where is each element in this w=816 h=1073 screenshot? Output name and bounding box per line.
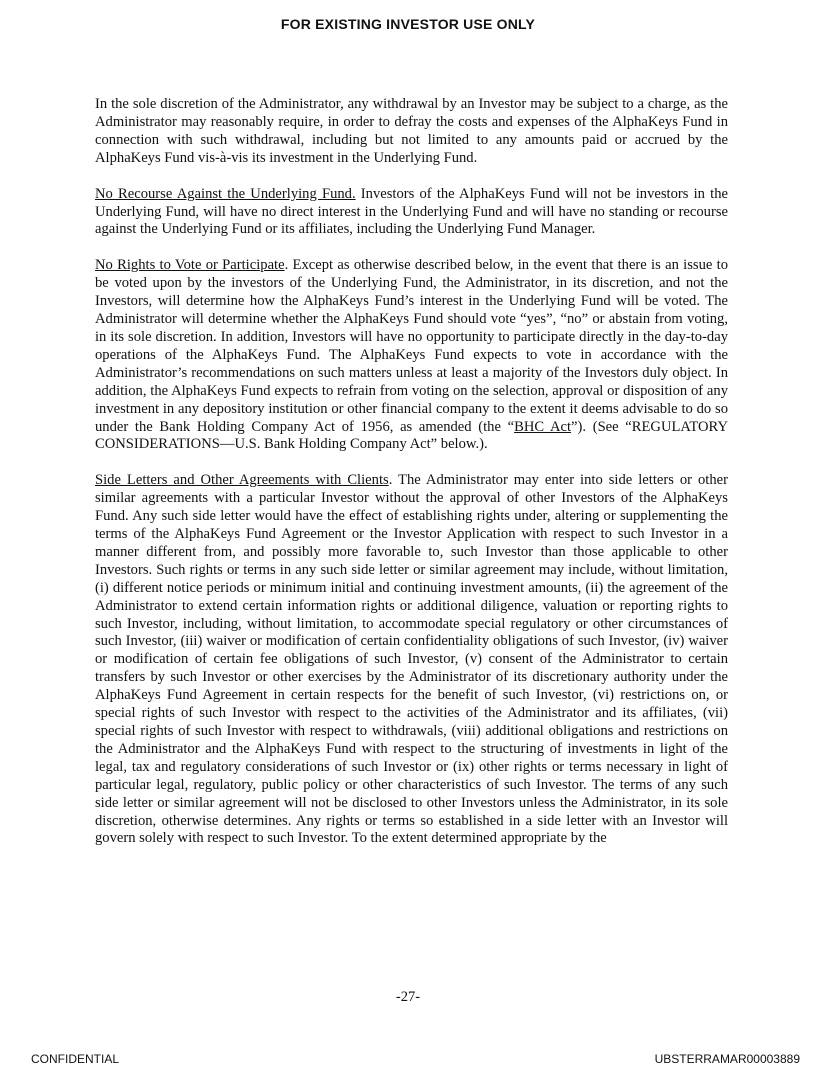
paragraph-no-rights-to-vote: [95, 257, 728, 454]
footer-bates-number: UBSTERRAMAR00003889: [654, 1052, 800, 1066]
paragraph-no-recourse: [95, 186, 728, 240]
paragraph-text: In the sole discretion of the Administrator, any withdrawal by an Investor may be subject to a charge, as the Administrator may reasonably require, in order to defray the costs and expenses of the AlphaKeys Fund in connection with such withdrawal, including but not limited to any amounts paid or accrued by the AlphaKeys Fund vis-à-vis its investment in the Underlying Fund.: [95, 96, 728, 166]
paragraph-text: . Except as otherwise described below, in the event that there is an issue to be voted upon by the investors of the Underlying Fund, the Administrator, in its discretion, and not the Investors, will determine how the AlphaKeys Fund’s interest in the Underlying Fund will be voted. The Administrator will determine whether the AlphaKeys Fund should vote “yes”, “no” or abstain from voting, in its sole discretion. In addition, Investors will have no opportunity to participate directly in the day-to-day operations of the AlphaKeys Fund. The AlphaKeys Fund expects to vote in accordance with the Administrator’s recommendations on such matters unless at least a majority of the Investors duly object. In addition, the AlphaKeys Fund expects to refrain from voting on the selection, approval or disposition of any investment in any depository institution or other financial company to the extent it deems advisable to do so under the Bank Holding Company Act of 1956, as amended (the “: [95, 257, 728, 435]
section-heading-no-rights-to-vote: No Rights to Vote or Participate: [95, 257, 285, 274]
confidentiality-banner: FOR EXISTING INVESTOR USE ONLY: [280, 16, 536, 32]
paragraph-text: . The Administrator may enter into side letters or other similar agreements with a particular Investor without the approval of other Investors of the AlphaKeys Fund. Any such side letter would have the effect of establishing rights under, altering or supplementing the terms of the AlphaKeys Fund Agreement or the Investor Application with respect to such Investor in a manner different from, and possibly more favorable to, such Investor than those applicable to other Investors. Such rights or terms in any such side letter or similar agreement may include, without limitation, (i) different notice periods or minimum initial and continuing investment amounts, (ii) the agreement of the Administrator to extend certain information rights or additional diligence, valuation or reporting rights to such Investor, including, without limitation, to accommodate special regulatory or other circumstances of such Investor, (iii) waiver or modification of certain confidentiality obligations of such Investor, (iv) waiver or modification of certain fee obligations of such Investor, (v) consent of the Administrator to certain transfers by such Investor or other exercises by the Administrator of its discretionary authority under the AlphaKeys Fund Agreement in certain respects for the benefit of such Investor, (vi) restrictions on, or special rights of such Investor with respect to the activities of the Administrator and its affiliates, (vii) special rights of such Investor with respect to withdrawals, (viii) additional obligations and restrictions on the Administrator and the AlphaKeys Fund with respect to the structuring of investments in light of the legal, tax and regulatory considerations of such Investor or (ix) other rights or terms necessary in light of particular legal, regulatory, public policy or other characteristics of such Investor. The terms of any such side letter or similar agreement will not be disclosed to other Investors unless the Administrator, in its sole discretion, otherwise determines. Any rights or terms so established in a side letter with an Investor will govern solely with respect to such Investor. To the extent determined appropriate by the: [95, 472, 728, 847]
paragraph-text: ”). (See “REGULATORY CONSIDERATIONS—U.S. Bank Holding Company Act” below.).: [95, 418, 729, 453]
paragraph-text: Investors of the AlphaKeys Fund will not be investors in the Underlying Fund, will have no direct interest in the Underlying Fund and will have no standing or recourse against the Underlying Fund or its affiliates, including the Underlying Fund Manager.: [95, 185, 728, 238]
defined-term-bhc-act: BHC Act: [514, 418, 572, 435]
paragraph-withdrawal-charge: [95, 96, 728, 168]
paragraph-side-letters: [95, 472, 728, 848]
section-heading-side-letters: Side Letters and Other Agreements with Clients: [95, 472, 389, 489]
footer-confidential-label: CONFIDENTIAL: [31, 1052, 120, 1066]
document-body: [95, 96, 728, 866]
section-heading-no-recourse: No Recourse Against the Underlying Fund.: [95, 185, 356, 202]
page-number: -27-: [395, 989, 421, 1005]
